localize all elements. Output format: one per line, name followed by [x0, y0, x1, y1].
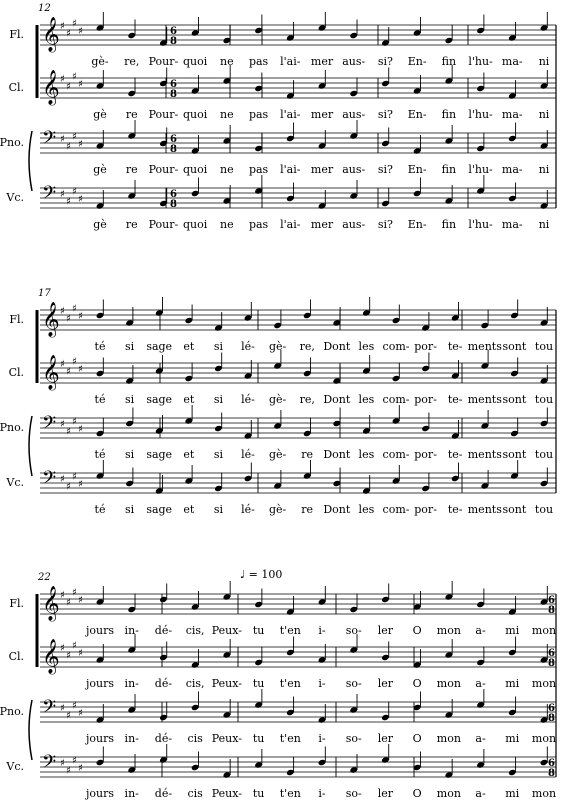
sharp-icon: ♯: [60, 419, 65, 430]
staff-pno: [0, 120, 556, 176]
lyric-syllable: mer: [310, 55, 334, 68]
lyric-syllable: ler: [377, 677, 394, 690]
sharp-icon: ♯: [78, 139, 83, 150]
lyric-syllable: les: [358, 503, 375, 516]
sharp-icon: ♯: [66, 313, 71, 325]
lyric-syllable: in-: [124, 624, 139, 637]
sharp-icon: ♯: [66, 141, 71, 153]
bass-clef-icon: 𝄢: [42, 128, 57, 153]
sharp-icon: ♯: [66, 597, 71, 609]
lyric-syllable: té: [94, 503, 106, 516]
sharp-icon: ♯: [60, 189, 65, 200]
lyric-syllable: i-: [318, 624, 326, 637]
lyric-syllable: fin: [441, 108, 457, 121]
sharp-icon: ♯: [60, 703, 65, 714]
staff-vc: [5, 460, 556, 516]
instrument-label: Vc.: [6, 191, 24, 204]
sharp-icon: ♯: [78, 763, 83, 774]
lyric-syllable: lé-: [241, 393, 255, 406]
instrument-label: Fl.: [9, 28, 24, 41]
lyric-syllable: cis,: [185, 677, 205, 690]
lyric-syllable: quoi: [183, 55, 208, 68]
sharp-icon: ♯: [78, 595, 83, 606]
lyric-syllable: te-: [447, 448, 463, 461]
lyric-syllable: dé-: [154, 624, 173, 637]
staff-fl: [9, 297, 556, 353]
lyric-syllable: mon: [436, 624, 461, 637]
lyric-syllable: O: [412, 787, 422, 800]
sharp-icon: ♯: [60, 134, 65, 145]
piano-brace: [29, 700, 32, 760]
lyric-syllable: si: [125, 448, 135, 461]
lyric-syllable: les: [358, 448, 375, 461]
staff-vc: [5, 175, 556, 231]
lyric-syllable: Pour-: [148, 55, 179, 68]
lyric-syllable: dé-: [154, 677, 173, 690]
sharp-icon: ♯: [78, 311, 83, 322]
sharp-icon: ♯: [66, 28, 71, 40]
staff-cl: [9, 634, 557, 690]
lyric-syllable: mer: [310, 163, 334, 176]
sharp-icon: ♯: [72, 303, 77, 315]
time-signature-denominator: 8: [548, 605, 555, 616]
time-signature-numerator: 6: [548, 703, 555, 714]
staff-pno: [0, 689, 556, 745]
lyric-syllable: ne: [220, 108, 234, 121]
lyric-syllable: t'en: [279, 732, 301, 745]
sharp-icon: ♯: [60, 590, 65, 601]
treble-clef-icon: 𝄞: [42, 639, 60, 674]
lyric-syllable: mi: [505, 677, 520, 690]
sharp-icon: ♯: [72, 131, 77, 143]
lyric-syllable: ma-: [501, 55, 523, 68]
lyric-syllable: pas: [248, 218, 269, 231]
lyric-syllable: Peux-: [211, 624, 242, 637]
lyric-syllable: tou: [534, 503, 554, 516]
lyric-syllable: l'ai-: [280, 163, 301, 176]
sharp-icon: ♯: [72, 18, 77, 30]
lyric-syllable: quoi: [183, 218, 208, 231]
piano-brace: [29, 131, 32, 191]
lyric-syllable: sage: [146, 393, 173, 406]
lyric-syllable: ler: [377, 732, 394, 745]
sharp-icon: ♯: [72, 640, 77, 652]
lyric-syllable: gè-: [268, 340, 287, 353]
lyric-syllable: mi: [505, 787, 520, 800]
lyric-syllable: ni: [538, 218, 550, 231]
lyric-syllable: sage: [146, 448, 173, 461]
lyric-syllable: fin: [441, 55, 457, 68]
lyric-syllable: té: [94, 448, 106, 461]
staff-cl: [9, 350, 556, 406]
instrument-label: Pno.: [0, 705, 24, 718]
lyric-syllable: cis,: [185, 624, 205, 637]
lyric-syllable: fin: [441, 163, 457, 176]
lyric-syllable: ler: [377, 624, 394, 637]
lyric-syllable: l'hu-: [468, 218, 493, 231]
lyric-syllable: mon: [531, 624, 557, 637]
treble-clef-icon: 𝄞: [42, 70, 60, 105]
lyric-syllable: jours: [85, 624, 115, 637]
lyric-syllable: mi: [505, 732, 520, 745]
lyric-syllable: mon: [436, 677, 461, 690]
lyric-syllable: te-: [447, 503, 463, 516]
sharp-icon: ♯: [78, 194, 83, 205]
sharp-icon: ♯: [60, 758, 65, 769]
lyric-syllable: a-: [475, 787, 486, 800]
lyric-syllable: si: [125, 503, 135, 516]
lyric-syllable: si: [213, 503, 223, 516]
lyric-syllable: ni: [538, 108, 550, 121]
lyric-syllable: l'hu-: [468, 163, 493, 176]
lyric-syllable: tu: [252, 677, 265, 690]
lyric-syllable: tou: [534, 340, 554, 353]
lyric-syllable: Pour-: [148, 218, 179, 231]
time-signature-numerator: 6: [548, 595, 555, 606]
lyric-syllable: re: [301, 448, 314, 461]
time-signature-denominator: 8: [170, 144, 177, 155]
lyric-syllable: mon: [531, 677, 557, 690]
staff-fl: [9, 12, 556, 68]
lyric-syllable: Peux-: [211, 677, 242, 690]
lyric-syllable: ne: [220, 55, 234, 68]
lyric-syllable: Pour-: [148, 108, 179, 121]
tempo-marking: ♩ = 100: [240, 568, 283, 581]
staff-pno: [0, 405, 556, 461]
lyric-syllable: i-: [318, 732, 326, 745]
lyric-syllable: re: [301, 503, 314, 516]
lyric-syllable: l'ai-: [280, 108, 301, 121]
lyric-syllable: aus-: [342, 218, 366, 231]
lyric-syllable: aus-: [342, 55, 366, 68]
instrument-label: Pno.: [0, 421, 24, 434]
lyric-syllable: so-: [345, 677, 362, 690]
lyric-syllable: gè: [93, 108, 107, 121]
lyric-syllable: por-: [414, 448, 437, 461]
lyric-syllable: ments: [467, 448, 502, 461]
lyric-syllable: Dont: [323, 340, 351, 353]
lyric-syllable: tu: [252, 624, 265, 637]
lyric-syllable: Peux-: [211, 732, 242, 745]
lyric-syllable: O: [412, 624, 422, 637]
lyric-syllable: sage: [146, 340, 173, 353]
lyric-syllable: lé-: [241, 448, 255, 461]
lyric-syllable: les: [358, 393, 375, 406]
lyric-syllable: in-: [124, 732, 139, 745]
lyric-syllable: les: [358, 340, 375, 353]
lyric-syllable: sont: [502, 340, 527, 353]
lyric-syllable: in-: [124, 677, 139, 690]
time-signature-numerator: 6: [170, 79, 177, 90]
measure-number: 22: [38, 572, 51, 583]
sharp-icon: ♯: [72, 356, 77, 368]
lyric-syllable: dé-: [154, 732, 173, 745]
lyric-syllable: ma-: [501, 108, 523, 121]
lyric-syllable: pas: [248, 163, 269, 176]
lyric-syllable: so-: [345, 787, 362, 800]
lyric-syllable: si?: [377, 55, 393, 68]
sharp-icon: ♯: [60, 643, 65, 654]
instrument-label: Fl.: [9, 313, 24, 326]
lyric-syllable: mon: [436, 787, 461, 800]
lyric-syllable: té: [94, 393, 106, 406]
lyric-syllable: quoi: [183, 108, 208, 121]
time-signature-denominator: 8: [170, 36, 177, 47]
lyric-syllable: jours: [85, 677, 115, 690]
time-signature-numerator: 6: [170, 26, 177, 37]
sharp-icon: ♯: [78, 648, 83, 659]
sharp-icon: ♯: [66, 710, 71, 722]
lyric-syllable: quoi: [183, 163, 208, 176]
lyric-syllable: t'en: [279, 677, 301, 690]
sharp-icon: ♯: [72, 416, 77, 428]
lyric-syllable: i-: [318, 677, 326, 690]
lyric-syllable: jours: [85, 787, 115, 800]
lyric-syllable: a-: [475, 624, 486, 637]
lyric-syllable: lé-: [241, 340, 255, 353]
lyric-syllable: O: [412, 732, 422, 745]
sharp-icon: ♯: [66, 426, 71, 438]
lyric-syllable: Pour-: [148, 163, 179, 176]
lyric-syllable: gè: [93, 163, 107, 176]
sharp-icon: ♯: [66, 481, 71, 493]
lyric-syllable: re,: [124, 55, 140, 68]
sharp-icon: ♯: [78, 479, 83, 490]
lyric-syllable: si: [213, 393, 223, 406]
lyric-syllable: ma-: [501, 163, 523, 176]
instrument-label: Vc.: [6, 476, 24, 489]
sharp-icon: ♯: [66, 196, 71, 208]
lyric-syllable: dé-: [154, 787, 173, 800]
lyric-syllable: com-: [382, 340, 410, 353]
sharp-icon: ♯: [78, 364, 83, 375]
lyric-syllable: pas: [248, 108, 269, 121]
sharp-icon: ♯: [60, 306, 65, 317]
lyric-syllable: mon: [531, 787, 557, 800]
time-signature-numerator: 6: [170, 189, 177, 200]
lyric-syllable: ments: [467, 340, 502, 353]
lyric-syllable: te-: [447, 340, 463, 353]
staff-fl: [9, 581, 556, 637]
lyric-syllable: t'en: [279, 624, 301, 637]
lyric-syllable: tou: [534, 393, 554, 406]
lyric-syllable: por-: [414, 393, 437, 406]
lyric-syllable: aus-: [342, 108, 366, 121]
lyric-syllable: si: [213, 448, 223, 461]
bass-clef-icon: 𝄢: [42, 183, 57, 208]
lyric-syllable: a-: [475, 732, 486, 745]
lyric-syllable: ne: [220, 163, 234, 176]
lyric-syllable: si?: [377, 163, 393, 176]
sharp-icon: ♯: [66, 650, 71, 662]
lyric-syllable: lé-: [241, 503, 255, 516]
sharp-icon: ♯: [66, 765, 71, 777]
treble-clef-icon: 𝄞: [42, 586, 60, 621]
time-signature-numerator: 6: [548, 758, 555, 769]
lyric-syllable: té: [94, 340, 106, 353]
lyric-syllable: ni: [538, 55, 550, 68]
lyric-syllable: et: [183, 448, 195, 461]
piano-brace: [29, 416, 32, 476]
lyric-syllable: si?: [377, 218, 393, 231]
lyric-syllable: cis: [187, 787, 203, 800]
system-2: [0, 288, 556, 516]
lyric-syllable: gè-: [91, 55, 109, 68]
instrument-label: Pno.: [0, 136, 24, 149]
lyric-syllable: tu: [252, 732, 265, 745]
staff-vc: [5, 744, 556, 800]
bass-clef-icon: 𝄢: [42, 413, 57, 438]
lyric-syllable: fin: [441, 218, 457, 231]
lyric-syllable: so-: [345, 624, 362, 637]
lyric-syllable: re,: [299, 393, 315, 406]
lyric-syllable: Dont: [323, 448, 351, 461]
lyric-syllable: En-: [407, 163, 427, 176]
lyric-syllable: aus-: [342, 163, 366, 176]
sharp-icon: ♯: [60, 474, 65, 485]
time-signature-numerator: 6: [170, 134, 177, 145]
system-3: [0, 568, 556, 800]
lyric-syllable: l'ai-: [280, 55, 301, 68]
lyric-syllable: En-: [407, 55, 427, 68]
instrument-label: Cl.: [8, 650, 24, 663]
lyric-syllable: com-: [382, 503, 410, 516]
lyric-syllable: so-: [345, 732, 362, 745]
sharp-icon: ♯: [72, 755, 77, 767]
lyric-syllable: gè-: [268, 393, 287, 406]
time-signature-denominator: 8: [170, 89, 177, 100]
sharp-icon: ♯: [72, 471, 77, 483]
lyric-syllable: et: [183, 393, 195, 406]
lyric-syllable: mi: [505, 624, 520, 637]
lyric-syllable: re: [125, 108, 138, 121]
treble-clef-icon: 𝄞: [42, 302, 60, 337]
sharp-icon: ♯: [72, 186, 77, 198]
lyric-syllable: pas: [248, 55, 269, 68]
lyric-syllable: gè: [93, 218, 107, 231]
lyric-syllable: re,: [299, 340, 315, 353]
sharp-icon: ♯: [60, 359, 65, 370]
instrument-label: Cl.: [8, 81, 24, 94]
treble-clef-icon: 𝄞: [42, 17, 60, 52]
lyric-syllable: et: [183, 340, 195, 353]
lyric-syllable: in-: [124, 787, 139, 800]
measure-number: 17: [38, 288, 51, 299]
lyric-syllable: si?: [377, 108, 393, 121]
lyric-syllable: por-: [414, 340, 437, 353]
sharp-icon: ♯: [60, 21, 65, 32]
time-signature-denominator: 8: [170, 199, 177, 210]
sharp-icon: ♯: [66, 81, 71, 93]
lyric-syllable: sont: [502, 393, 527, 406]
lyric-syllable: sont: [502, 503, 527, 516]
lyric-syllable: mer: [310, 218, 334, 231]
bass-clef-icon: 𝄢: [42, 468, 57, 493]
lyric-syllable: gè-: [268, 503, 287, 516]
lyric-syllable: si: [213, 340, 223, 353]
lyric-syllable: ler: [377, 787, 394, 800]
lyric-syllable: cis: [187, 732, 203, 745]
lyric-syllable: l'hu-: [468, 108, 493, 121]
sharp-icon: ♯: [66, 366, 71, 378]
sharp-icon: ♯: [72, 587, 77, 599]
lyric-syllable: O: [412, 677, 422, 690]
lyric-syllable: l'hu-: [468, 55, 493, 68]
lyric-syllable: mon: [436, 732, 461, 745]
lyric-syllable: En-: [407, 108, 427, 121]
measure-number: 12: [38, 3, 51, 14]
instrument-label: Cl.: [8, 366, 24, 379]
sharp-icon: ♯: [78, 79, 83, 90]
treble-clef-icon: 𝄞: [42, 355, 60, 390]
time-signature-numerator: 6: [548, 648, 555, 659]
lyric-syllable: tu: [252, 787, 265, 800]
sharp-icon: ♯: [78, 26, 83, 37]
lyric-syllable: jours: [85, 732, 115, 745]
sharp-icon: ♯: [72, 71, 77, 83]
lyric-syllable: gè-: [268, 448, 287, 461]
sharp-icon: ♯: [72, 700, 77, 712]
lyric-syllable: i-: [318, 787, 326, 800]
sharp-icon: ♯: [78, 708, 83, 719]
lyric-syllable: Dont: [323, 503, 351, 516]
lyric-syllable: Peux-: [211, 787, 242, 800]
lyric-syllable: si: [125, 393, 135, 406]
lyric-syllable: si: [125, 340, 135, 353]
lyric-syllable: com-: [382, 393, 410, 406]
lyric-syllable: et: [183, 503, 195, 516]
bass-clef-icon: 𝄢: [42, 697, 57, 722]
lyric-syllable: por-: [414, 503, 437, 516]
lyric-syllable: mer: [310, 108, 334, 121]
sharp-icon: ♯: [78, 424, 83, 435]
instrument-label: Vc.: [6, 760, 24, 773]
lyric-syllable: a-: [475, 677, 486, 690]
lyric-syllable: te-: [447, 393, 463, 406]
instrument-label: Fl.: [9, 597, 24, 610]
lyric-syllable: tou: [534, 448, 554, 461]
lyric-syllable: com-: [382, 448, 410, 461]
lyric-syllable: ma-: [501, 218, 523, 231]
lyric-syllable: ments: [467, 393, 502, 406]
time-signature-denominator: 8: [548, 768, 555, 779]
sharp-icon: ♯: [60, 74, 65, 85]
bass-clef-icon: 𝄢: [42, 752, 57, 777]
lyric-syllable: re: [125, 218, 138, 231]
lyric-syllable: Dont: [323, 393, 351, 406]
lyric-syllable: ments: [467, 503, 502, 516]
lyric-syllable: sont: [502, 448, 527, 461]
lyric-syllable: l'ai-: [280, 218, 301, 231]
lyric-syllable: En-: [407, 218, 427, 231]
lyric-syllable: ne: [220, 218, 234, 231]
time-signature-denominator: 8: [548, 658, 555, 669]
staff-cl: [9, 65, 556, 121]
lyric-syllable: sage: [146, 503, 173, 516]
system-1: [0, 3, 556, 231]
lyric-syllable: t'en: [279, 787, 301, 800]
time-signature-denominator: 8: [548, 713, 555, 724]
lyric-syllable: re: [125, 163, 138, 176]
lyric-syllable: ni: [538, 163, 550, 176]
lyric-syllable: mon: [531, 732, 557, 745]
